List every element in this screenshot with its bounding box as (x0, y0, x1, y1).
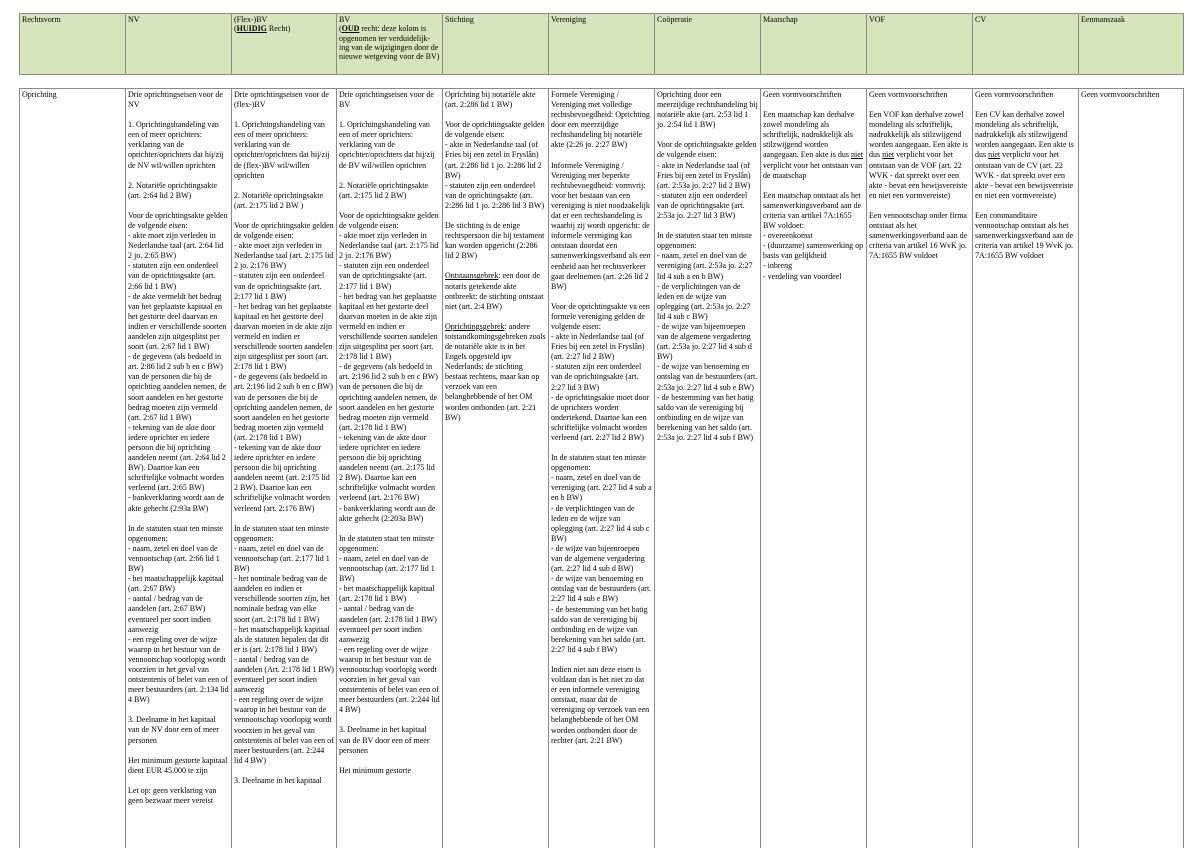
header-vereniging-label: Vereniging (551, 15, 587, 24)
bv-text: Voor de oprichtingsakte gelden de volgende eisen: (339, 210, 439, 230)
eenmanszaak-text: Geen vormvoorschriften (1081, 90, 1160, 99)
header-bv-sub-label: OUD (341, 24, 360, 34)
header-flexbv-label: (Flex-)BV (234, 15, 268, 24)
vereniging-text: - de oprichtingsakte moet door de oprichters worden ondertekend. Daartoe kan een schriftelijke volmacht worden verleend (art. 2:27 lid 2 BW) (551, 392, 650, 442)
bv-text: Drie oprichtingseisen voor de BV (339, 90, 434, 110)
maatschap-text-underline: niet (850, 150, 863, 160)
cooperatie-text: - de bestemming van het batig saldo van de vereniging bij ontbinding en de wijze van berekening van het saldo (art. 2:53a jo. 2:27 lid 4 sub f BW) (657, 392, 754, 442)
flexbv-text: - akte moet zijn verleden in Nederlandse taal (art. 2:175 lid 2 jo. 2:176 BW) (234, 241, 334, 271)
header-cooperatie (654, 14, 760, 74)
flexbv-text: - het nominale bedrag van de aandelen en indien er verschillende soorten zijn, het nominale bedrag van elke soort (art. 2:178 lid 1 BW) (234, 574, 330, 624)
nv-text: 2. Notariële oprichtingsakte (art. 2:64 lid 2 BW) (128, 180, 218, 200)
bv-text: - een regeling over de wijze waarop in het bestuur van de vennootschap voorlopig wordt voorzien in het geval van ontstentenis of belet van een of meer bestuurders (art. 2:244 lid 4 BW) (339, 644, 440, 715)
header-eenmanszaak (1078, 14, 1185, 74)
bv-text: - naam, zetel en doel van de vennootschap (art. 2:177 lid 1 BW) (339, 553, 435, 584)
nv-text: Het minimum gestorte kapitaal dient EUR 45.000 te zijn (128, 755, 228, 775)
cooperatie-text: - akte in Nederlandse taal (of Fries bij een zetel in Fryslân) (art. 2:53a jo. 2:27 lid 2 BW) (657, 160, 751, 190)
header-stichting-label: Stichting (445, 15, 474, 24)
vereniging-text: Indien niet aan deze eisen is voldaan dan is het niet zo dat er een informele vereniging ontstaat, maar dat de vereniging op verzoek van een belanghebbende of het OM worden ontbonden door de rechter (art. 2:21 BW) (551, 664, 650, 745)
bv-text: - bankverklaring wordt aan de akte gehecht (2:203a BW) (339, 503, 436, 523)
ontstaansgebrek-text: : een door de notaris getekende akte ontbreekt: de stichting ontstaat niet (art. 2:4 BW) (445, 271, 544, 311)
header-flexbv (231, 14, 336, 74)
stichting-text: Oprichting bij notariële akte (art. 2:286 lid 1 BW) (445, 90, 536, 110)
nv-text: - een regeling over de wijze waarop in het bestuur van de vennootschap voorlopig wordt voorzien in het geval van ontstentenis of belet van een of meer bestuurders (art. 2:134 lid 4 BW) (128, 634, 229, 705)
header-maatschap (760, 14, 866, 74)
header-nv (125, 14, 231, 74)
cooperatie-text: - statuten zijn een onderdeel van de oprichtingsakte (art. 2:53a jo. 2:27 lid 3 BW) (657, 190, 748, 221)
nv-text: Drie oprichtingseisen voor de NV (128, 90, 223, 110)
header-flexbv-sub-rest: Recht) (266, 24, 291, 34)
maatschap-cell (760, 89, 866, 848)
nv-text: - tekening van de akte door iedere oprichter en iedere persoon die bij oprichting aandelen neemt (art. 2:64 lid 2 BW). Daartoe kan een schriftelijke volmacht worden verleend (art. 2:65 BW) (128, 422, 226, 493)
cv-cell (972, 89, 1078, 848)
maatschap-text: Geen vormvoorschriften (763, 90, 842, 99)
cooperatie-text: Oprichting door een meerzijdige rechtshandeling bij notariële akte (art. 2:53 lid 1 jo. 2:54 lid 1 BW) (657, 90, 758, 130)
maatschap-text-b: verplicht voor het ontstaan van de maatschap (763, 160, 863, 180)
nv-cell (125, 89, 231, 848)
bv-text: In de statuten staat ten minste opgenomen: (339, 533, 434, 553)
cooperatie-text: - de wijze van benoeming en ontslag van de bestuurders (art. 2:53a jo. 2:27 lid 4 sub e BW) (657, 362, 758, 392)
maatschap-text-a: Een maatschap kan derhalve zowel mondeling als schriftelijk, nadrukkelijk als stilzwijgend worden aangegaan. Een akte is dus (763, 110, 855, 160)
bv-text: - tekening van de akte door iedere oprichter en iedere persoon die bij oprichting aandelen neemt (art. 2:175 lid 2 BW). Daartoe kan een schriftelijke volmacht worden verleend (art. 2:176 BW) (339, 432, 435, 503)
vereniging-text: - de wijze van bijeenroepen van de algemene vergadering (art. 2:27 lid 4 sub d BW) (551, 543, 645, 574)
flexbv-text: Drie oprichtingseisen voor de (flex-)BV (234, 90, 329, 110)
bv-text: - aantal / bedrag van de aandelen (art. 2:178 lid 1 BW) eventueel per soort indien aanwezig (339, 604, 437, 644)
header-cooperatie-label: Coöperatie (657, 15, 693, 24)
maatschap-text: - (duurzame) samenwerking op basis van gelijkheid (763, 241, 864, 261)
bv-text: - de gegevens (als bedoeld in art. 2:196 lid 2 sub b en c BW) van de personen die bij de oprichting aandelen nemen, de soort aandelen en het gestorte bedrag moeten zijn vermeld (art. 2:178 lid 1 BW) (339, 362, 438, 432)
oprichting-row (19, 88, 1184, 848)
header-flexbv-sub-label: HUIDIG (236, 24, 267, 34)
header-nv-label: NV (128, 15, 140, 24)
header-cv (972, 14, 1078, 74)
nv-text: - de gegevens (als bedoeld in art. 2:86 lid 2 sub b en c BW) van de personen die bij de oprichting aandelen nemen, de soort aandelen en het gestorte bedrag moeten zijn vermeld (art. 2:67 lid 1 BW) (128, 352, 227, 422)
cv-text (975, 110, 1076, 201)
cooperatie-cell (654, 89, 760, 848)
bv-text: - het bedrag van het geplaatste kapitaal en het gestorte deel daarvan moeten in de akte zijn vermeld en indien er verschillende soorten aandelen zijn uitgesplitst per soort (art. 2:178 lid 1 BW) (339, 291, 438, 362)
nv-text: Voor de oprichtingsakte gelden de volgende eisen: (128, 210, 228, 230)
flexbv-cell (231, 89, 336, 848)
vof-cell (866, 89, 972, 848)
maatschap-text: - verdeling van voordeel (763, 271, 842, 281)
cv-text-b: verplicht voor het ontstaan van de CV (art. 22 WVK - dat spreekt over een akte - bevat een bewijsvereiste en niet een vormvereiste) (975, 150, 1074, 200)
vereniging-text: Informele Vereniging / Vereniging met beperkte rechtsbevoegdheid: vormvrij: voor het bestaan van een vereniging is niet noodzakelijk dat er een rechtshandeling is waarbij zij wordt opgericht: de informele vereniging kan ontstaan doordat een samenwerkingsverband als een eenheid aan het rechtsverkeer gaat deelnemen (art. 2:26 lid 2 BW) (551, 160, 651, 291)
header-bv-sub-rest: recht: deze kolom is opgenomen ter verduidelijk-ing van de wijzigingen door de nieuwe wetgeving voor de BV) (339, 24, 440, 62)
bv-text: Het minimum gestorte (339, 765, 411, 775)
cooperatie-text: - de wijze van bijeenroepen van de algemene vergadering (art. 2:53a jo. 2:27 lid 4 sub d BW) (657, 321, 752, 362)
flexbv-text: - een regeling over de wijze waarop in het bestuur van de vennootschap voorlopig wordt voorzien in het geval van ontstentenis of belet van een of meer bestuurders (art. 2:244 lid 4 BW) (234, 695, 334, 765)
header-vereniging (548, 14, 654, 74)
vereniging-text: - akte in Nederlandse taal (of Fries bij een zetel in Fryslân) (art. 2:27 lid 2 BW) (551, 332, 645, 362)
nv-text: - het maatschappelijk kapitaal (art. 2:67 BW) (128, 574, 224, 594)
vof-text: Een vennootschap onder firma ontstaat als het samenwerkingsverband aan de criteria van artikel 16 WvK jo. 7A:1655 BW voldoet (869, 210, 968, 261)
vof-text (869, 110, 970, 201)
flexbv-text: - het bedrag van het geplaatste kapitaal en het gestorte deel daarvan moeten in de akte zijn vermeld en indien er verschillende soorten aandelen zijn uitgesplitst per soort (art. 2:178 lid 1 BW) (234, 301, 333, 372)
header-cv-label: CV (975, 15, 987, 24)
vereniging-text: Formele Vereniging / Vereniging met volledige rechtsbevoegdheid: Oprichting door een meerzijdige rechtshandeling bij notariële akte (2:26 jo. 2:27 BW) (551, 90, 650, 150)
header-bv (336, 14, 442, 74)
vof-text-a: Een VOF kan derhalve zowel mondeling als schriftelijk, nadrukkelijk als stilzwijgend worden aangegaan. Een akte is dus (869, 110, 968, 160)
nv-text: 1. Oprichtingshandeling van een of meer oprichters: verklaring van de oprichter/oprichters dat hij/zij de NV wil/willen oprichten (128, 120, 224, 170)
nv-text: - de akte vermeldt het bedrag van het geplaatste kapitaal en het gestorte deel daarvan en indien er verschillende soorten aandelen zijn uitgesplitst per soort (art. 2:67 lid 1 BW) (128, 291, 227, 352)
flexbv-text: In de statuten staat ten minste opgenomen: (234, 523, 329, 543)
header-rechtsvorm (20, 14, 125, 74)
maatschap-text: - overeenkomst (763, 231, 813, 241)
header-bv-label: BV (339, 15, 351, 24)
nv-text: - statuten zijn een onderdeel van de oprichtingsakte (art. 2:66 lid 1 BW) (128, 261, 219, 291)
eenmanszaak-cell (1078, 89, 1185, 848)
vof-text-b: verplicht voor het ontstaan van de VOF (art. 22 WVK - dat spreekt over een akte - bevat een bewijsvereiste en niet een vormvereiste) (869, 150, 968, 200)
flexbv-text: - tekening van de akte door iedere oprichter en iedere persoon die bij oprichting aandelen neemt (art. 2:175 lid 2 BW). Daartoe kan een schriftelijke volmacht worden verleend (art. 2:176 BW) (234, 443, 330, 513)
stichting-text: De stichting is de enige rechtspersoon die bij testament kan worden opgericht (2:286 lid 2 BW) (445, 221, 545, 261)
cv-text: Een commanditaire vennootschap ontstaat als het samenwerkingsverband aan de criteria van artikel 19 WvK jo. 7A:1655 BW voldoet (975, 210, 1074, 261)
flexbv-text: 1. Oprichtingshandeling van een of meer oprichters: verklaring van de oprichter/oprichters dat hij/zij de (flex-)BV wil/willen oprichten (234, 120, 330, 180)
flexbv-text: 3. Deelname in het kapitaal (234, 775, 322, 785)
header-vof (866, 14, 972, 74)
nv-text: - akte moet zijn verleden in Nederlandse taal (art. 2:64 lid 2 jo. 2:65 BW) (128, 231, 224, 261)
nv-text: - naam, zetel en doel van de vennootschap (art. 2:66 lid 1 BW) (128, 543, 220, 574)
vereniging-text: - de verplichtingen van de leden en de wijze van oplegging (art. 2:27 lid 4 sub c BW) (551, 503, 650, 543)
header-eenmanszaak-label: Eenmanszaak (1081, 15, 1125, 24)
cv-text: Geen vormvoorschriften (975, 90, 1054, 99)
cv-text-a: Een CV kan derhalve zowel mondeling als schriftelijk, nadrukkelijk als stilzwijgend worden aangegaan. Een akte is dus (975, 110, 1074, 160)
bv-text: - statuten zijn een onderdeel van de oprichtingsakte (art. 2:177 lid 1 BW) (339, 261, 430, 291)
bv-text: 2. Notariële oprichtingsakte (art. 2:175 lid 2 BW) (339, 180, 429, 200)
header-bv-sub: (OUD recht: deze kolom is opgenomen ter verduidelijk-ing van de wijzigingen door de nieuwe wetgeving voor de BV) (339, 24, 440, 62)
bv-cell (336, 89, 442, 848)
cooperatie-text: In de statuten staat ten minste opgenomen: (657, 231, 752, 251)
maatschap-text: Een maatschap ontstaat als het samenwerkingsverband aan de criteria van artikel 7A:1655 BW voldoet: (763, 190, 862, 231)
oprichtingsgebrek-text: : andere totstandkomingsgebreken zoals de notariële akte is in het Engels opgesteld ipv Nederlands: de stichting bestaat rechtens, maar kan op verzoek van een belanghebbende of het OM worden ontbonden (art. 2:21 BW) (445, 321, 546, 422)
flexbv-text: 2. Notariële oprichtingsakte (art. 2:175 lid 2 BW ) (234, 190, 324, 210)
cooperatie-text: Voor de oprichtingsakte gelden de volgende eisen: (657, 140, 757, 160)
stichting-text: - statuten zijn een onderdeel van de oprichtingsakte (art. 2:286 lid 1 jo. 2:286 lid 3 BW) (445, 180, 545, 210)
maatschap-text: - inbreng (763, 261, 793, 271)
row-label-cell (20, 89, 125, 848)
row-label: Oprichting (22, 90, 57, 99)
header-vof-label: VOF (869, 15, 886, 24)
vereniging-text: In de statuten staat ten minste opgenomen: (551, 453, 646, 473)
nv-text: - bankverklaring wordt aan de akte gehecht (2:93a BW) (128, 493, 225, 513)
header-maatschap-label: Maatschap (763, 15, 798, 24)
header-row (19, 13, 1184, 75)
vereniging-text: Voor de oprichtingsakte va een formele vereniging gelden de volgende eisen: (551, 301, 650, 331)
nv-text: In de statuten staat ten minste opgenomen: (128, 523, 223, 543)
stichting-ontstaansgebrek (445, 271, 546, 311)
nv-text: 3. Deelname in het kapitaal van de NV door een of meer personen (128, 715, 219, 745)
ontstaansgebrek-label: Ontstaansgebrek (445, 271, 499, 281)
vereniging-text: - naam, zetel en doel van de vereniging (art. 2:27 lid 4 sub a en b BW) (551, 473, 652, 503)
header-rechtsvorm-label: Rechtsvorm (22, 15, 61, 24)
stichting-oprichtingsgebrek (445, 322, 546, 423)
vereniging-cell (548, 89, 654, 848)
flexbv-text: - het maatschappelijk kapitaal als de statuten bepalen dat dit er is (art. 2:178 lid 1 BW) (234, 624, 330, 654)
cv-text-underline: niet (988, 150, 1001, 160)
header-stichting (442, 14, 548, 74)
bv-text: - akte moet zijn verleden in Nederlandse taal (art. 2:175 lid 2 jo. 2:176 BW) (339, 231, 439, 261)
flexbv-text: - aantal / bedrag van de aandelen (Art. 2:178 lid 1 BW) eventueel per soort indien aanwezig (234, 654, 334, 695)
vof-text: Geen vormvoorschriften (869, 90, 948, 99)
nv-text: - aantal / bedrag van de aandelen (art. 2:67 BW) eventueel per soort indien aanwezig (128, 594, 211, 634)
stichting-text: Voor de oprichtingsakte gelden de volgende eisen: (445, 120, 545, 140)
bv-text: - het maatschappelijk kapitaal (art. 2:178 lid 1 BW) (339, 584, 435, 604)
maatschap-text (763, 110, 864, 181)
nv-text: Let op: geen verklaring van geen bezwaar meer vereist (128, 785, 217, 805)
stichting-text: - akte in Nederlandse taal (of Fries bij een zetel in Fryslân) (art. 2:286 lid 1 jo. 2:286 lid 2 BW) (445, 140, 542, 180)
bv-text: 3. Deelname in het kapitaal van de BV door een of meer personen (339, 725, 430, 755)
oprichtingsgebrek-label: Oprichtingsgebrek (445, 321, 505, 331)
header-flexbv-sub: (HUIDIG Recht) (234, 24, 291, 34)
cooperatie-text: - de verplichtingen van de leden en de wijze van oplegging (art. 2:53a jo. 2:27 lid 4 sub c BW) (657, 281, 751, 321)
vereniging-text: - statuten zijn een onderdeel van de oprichtingsakte (art. 2:27 lid 3 BW) (551, 362, 642, 392)
vereniging-text: - de wijze van benoeming en ontslag van de bestuurders (art. 2:27 lid 4 sub e BW) (551, 574, 652, 604)
bv-text: 1. Oprichtingshandeling van een of meer oprichters: verklaring van de oprichter/oprichters dat hij/zij de BV wil/willen oprichten (339, 120, 435, 170)
flexbv-text: - de gegevens (als bedoeld in art. 2:196 lid 2 sub b en c BW) van de personen die bij de oprichting aandelen nemen, de soort aandelen en het gestorte bedrag moeten zijn vermeld (art. 2:178 lid 1 BW) (234, 372, 333, 442)
vof-text-underline: niet (882, 150, 895, 160)
cooperatie-text: - naam, zetel en doel van de vereniging (art. 2:53a jo. 2:27 lid 4 sub a en b BW) (657, 251, 753, 281)
flexbv-text: Voor de oprichtingsakte gelden de volgende eisen: (234, 220, 334, 241)
flexbv-text: - naam, zetel en doel van de vennootschap (art. 2:177 lid 1 BW) (234, 543, 330, 574)
vereniging-text: - de bestemming van het batig saldo van de vereniging bij ontbinding en de wijze van berekening van het saldo (art. 2:27 lid 4 sub f BW) (551, 604, 648, 654)
stichting-cell (442, 89, 548, 848)
flexbv-text: - statuten zijn een onderdeel van de oprichtingsakte (art. 2:177 lid 1 BW) (234, 271, 325, 301)
